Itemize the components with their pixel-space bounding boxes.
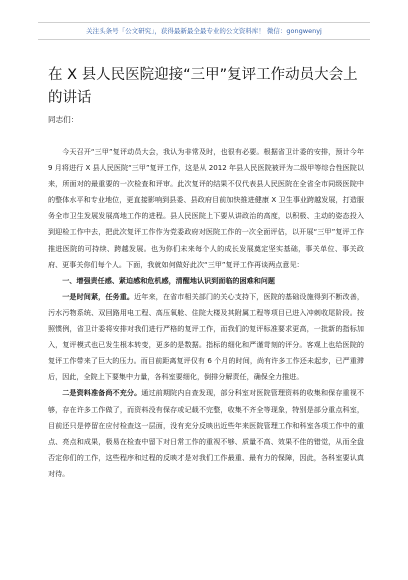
section-heading: 一、增强责任感、紧迫感和危机感，清醒地认识到面临的困难和问题 <box>62 275 275 285</box>
greeting: 同志们： <box>48 115 79 124</box>
point-2-lead: 二是资料准备尚不充分。 <box>62 388 142 398</box>
document-body <box>48 144 364 482</box>
point-1-lead: 一是时间紧，任务重。 <box>62 291 135 301</box>
point-1-text: 近年来，在省市相关部门的关心支持下，医院的基础设施得到不断改善，污水污物系统、双回路用电工程、高压氧舱、住院大楼及其附属工程等项目已进入冲刺收尾阶段。按照惯例，省卫计委将安排对我们进行严格的复评工作，而我们的复评标准要求更高，一批新的指标加入，复评模式也已发生根本转变，更多的是数据。指标的细化和严谨苛刻的评分。客观上也给医院的复评工作带来了巨大的压力。而目前距离复评仅有 6 个月的时间，尚有许多工作还未起步，已严重滞后，因此，全院上下要集中力量，各科室要细化，倒排分解责任，确保全力推进。 <box>48 291 365 382</box>
document-title: 在 X 县人民医院迎接“三甲”复评工作动员大会上的讲话 <box>48 67 358 106</box>
point-2-text: 通过前期院内自查发现，部分科室对医院管理资料的收集和保存重视不够，存在许多工作做了，而资料没有保存或记载不完整，收集不齐全等现象，特别是部分重点科室，目前还只是停留在应付检查这一层面，没有充分反映出近些年来医院管理工作和科室各项工作中的重点、亮点和成果，极易在检查中留下对日常工作的重视不够、质量不高、效果不佳的错觉，从而全盘否定你们的工作，这些程序和过程的反映才是对我们工作最重、最有力的保障，因此，各科室要认真对待。 <box>48 388 365 478</box>
header-banner: 关注头条号「公文研究」，获得最新最全最专业的公文资料库！ 微信：gongwenyj <box>38 22 370 40</box>
paragraph-point-1 <box>48 289 364 386</box>
paragraph-point-2 <box>48 385 364 482</box>
paragraph-intro: 今天召开“三甲”复评动员大会，我认为非常及时，也很有必要。根据省卫计委的安排，预计今年 9 月将进行 X 县人民医院“三甲”复评工作，这是从 2012 年县人民医院被评为二级甲等综合性医院以来，所面对的最重要的一次检查和评审。此次复评的结果不仅代表县人民医院在全省全市同级医院中的整体水平和专业地位，更直接影响到县委、县政府目前加快推进健康 X 卫生事业跨越发展，打造服务全市卫生发展发展高地工作的进程。县人民医院上下要从讲政治的高度，以积极、主动的姿态投入到迎检工作中去，把此次复评工作作为党委政府对医院工作的一次全面评估，以开展“三甲”复评工作推进医院的可持续、跨越发展。也为你们未来每个人的成长发展奠定坚实基础，事关单位、事关政府、更事关你们每个人。下面，我就如何做好此次“三甲”复评工作再谈两点意见： <box>48 147 364 269</box>
